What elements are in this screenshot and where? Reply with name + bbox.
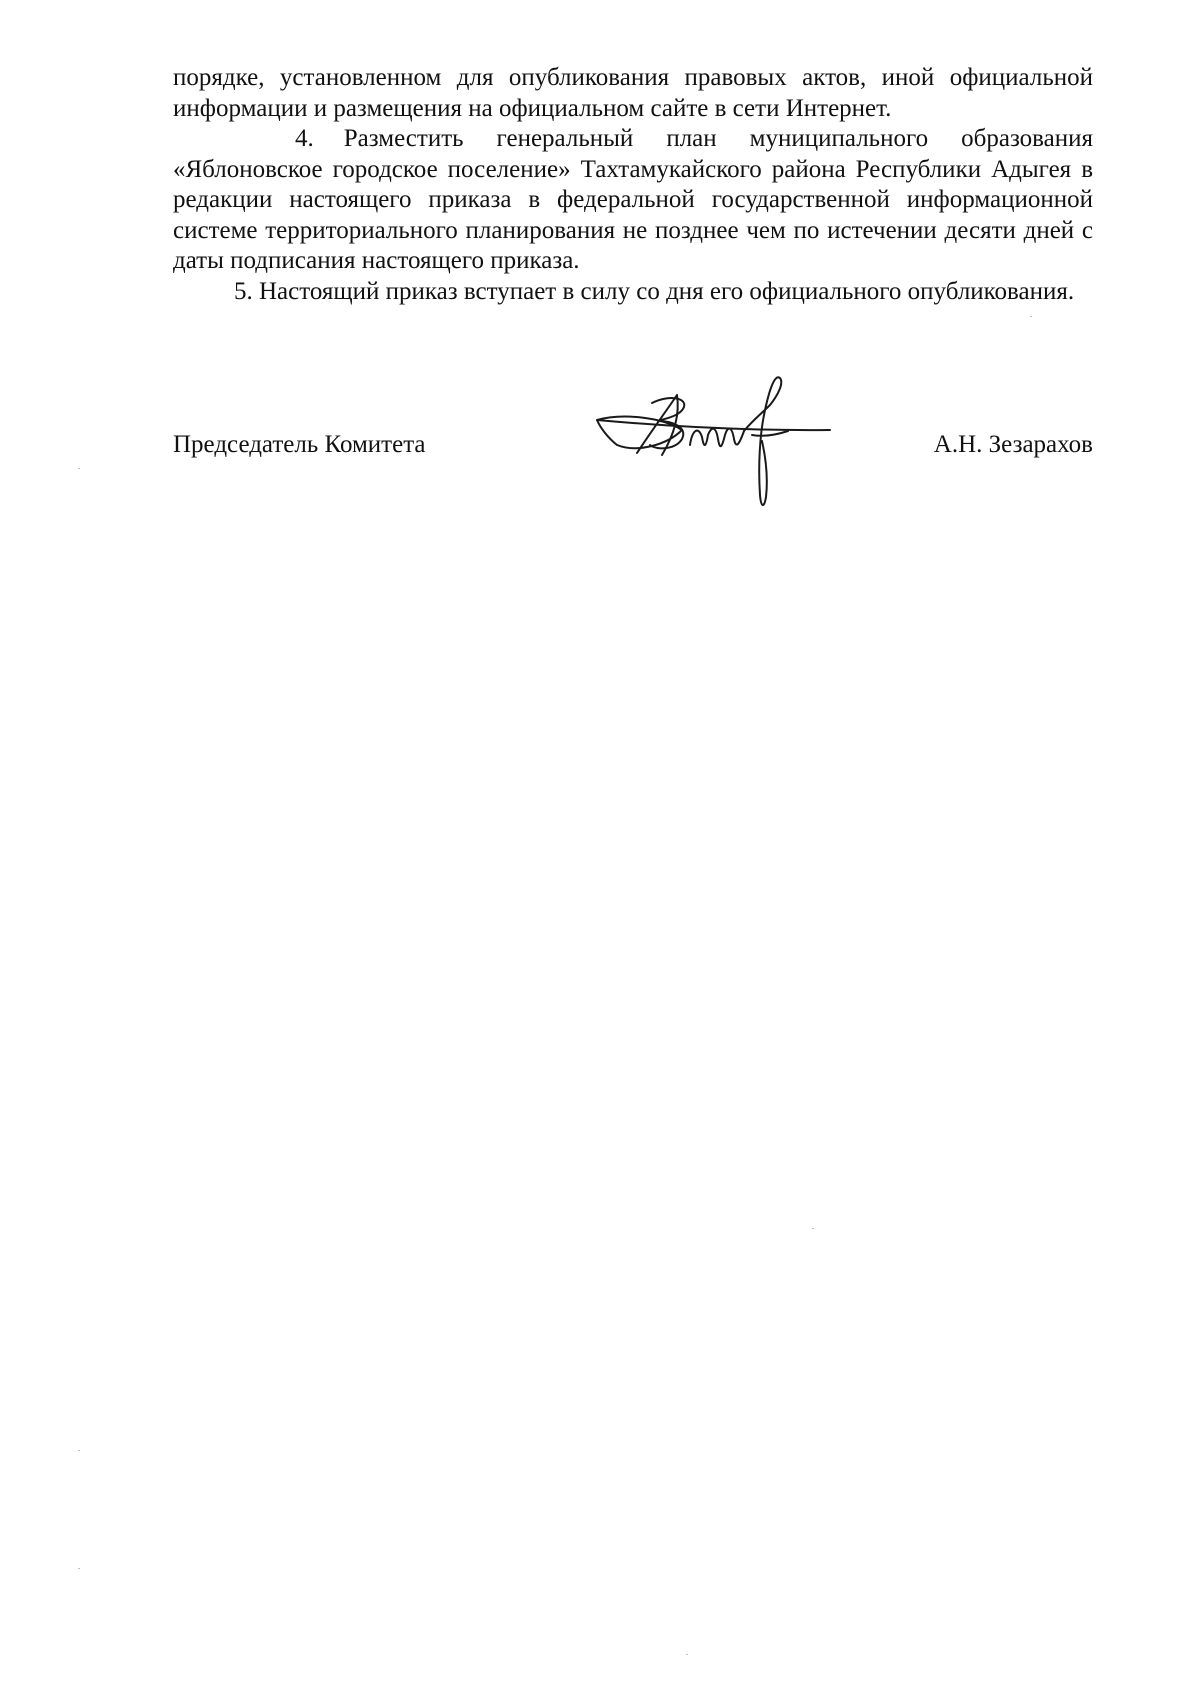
paragraph-continuation: порядке, установленном для опубликования правовых актов, иной официальной информации и размещения на официальном сайте в сети Интернет.: [173, 64, 1093, 122]
scan-speck: [78, 1568, 80, 1569]
signer-name: А.Н. Зезарахов: [933, 431, 1093, 458]
handwritten-signature: [592, 375, 842, 515]
scan-speck: [812, 1228, 814, 1229]
scan-speck: [1030, 316, 1032, 317]
signer-title: Председатель Комитета: [173, 431, 426, 458]
document-body: [173, 63, 1093, 307]
paragraph-item-5: 5. Настоящий приказ вступает в силу со дня его официального опубликования.: [234, 277, 1075, 305]
item-4-text: Разместить генеральный план муниципального образования «Яблоновское городское поселение» Тахтамукайского района Республики Адыгея в редакции настоящего приказа в федеральной государственной информационной системе территориального планирования не позднее чем по истечении десяти дней с даты подписания настоящего приказа.: [173, 125, 1093, 274]
paragraph-item-4: [173, 124, 1093, 277]
item-4-number: 4.: [295, 125, 314, 152]
scan-speck: [686, 1654, 688, 1655]
scan-speck: [78, 1450, 80, 1451]
scan-speck: [78, 468, 80, 469]
